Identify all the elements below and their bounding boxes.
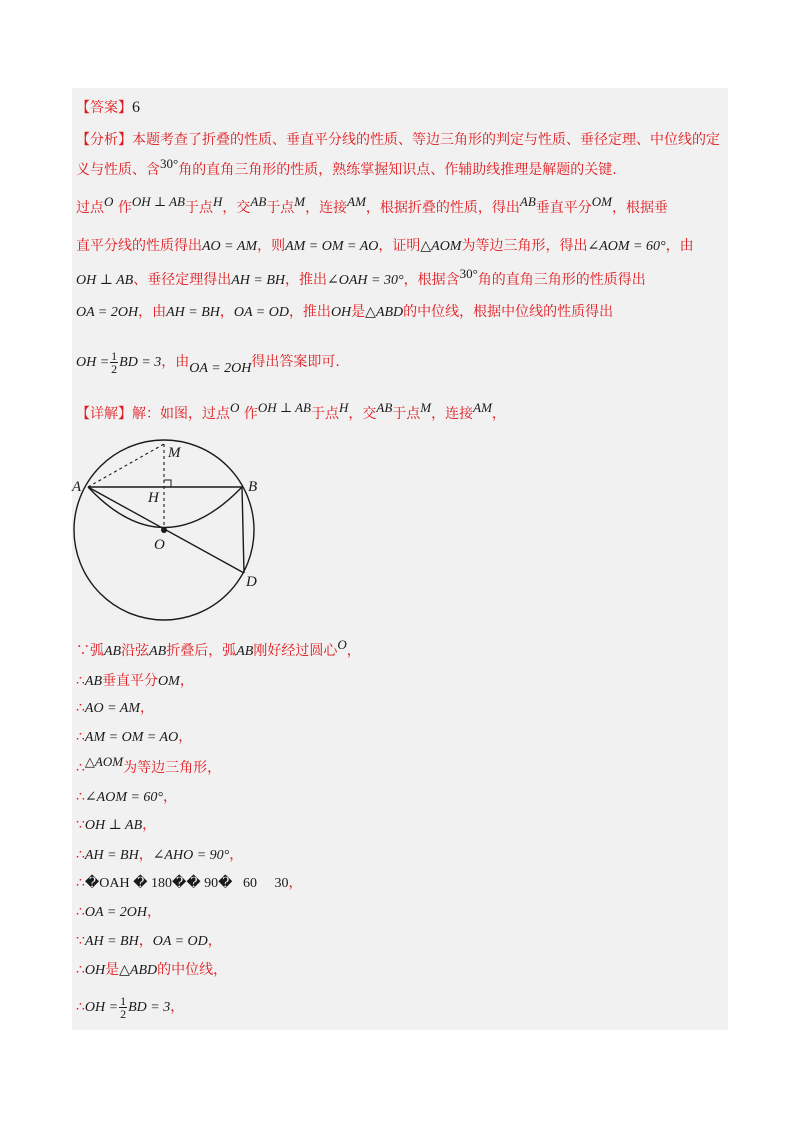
detail-text: 作 bbox=[243, 406, 258, 422]
math-expr: AH = BH bbox=[231, 273, 286, 288]
math-expr: OM bbox=[158, 674, 180, 689]
label-a: A bbox=[72, 479, 82, 495]
detail-text: 于点 bbox=[392, 406, 421, 422]
segment-bd bbox=[242, 487, 244, 573]
center-point bbox=[161, 527, 167, 533]
step-text: ， bbox=[346, 643, 361, 659]
label-h: H bbox=[148, 490, 159, 506]
math-expr: H bbox=[213, 194, 223, 209]
segment-am bbox=[88, 444, 164, 487]
therefore-symbol: ∴ bbox=[76, 999, 85, 1015]
therefore-symbol: ∴ bbox=[76, 673, 85, 689]
math-expr: BD = 3 bbox=[128, 1000, 171, 1015]
therefore-symbol: ∴ bbox=[76, 760, 85, 776]
step-3 bbox=[76, 698, 154, 719]
math-expr: ∠OAH = 30° bbox=[327, 273, 404, 288]
folded-arc bbox=[88, 487, 242, 528]
because-symbol: ∵ bbox=[76, 933, 85, 949]
math-expr: AH = BH bbox=[166, 305, 220, 320]
analysis-line-7 bbox=[76, 348, 340, 377]
math-expr: ∠AOM = 60° bbox=[84, 790, 164, 805]
math-expr: OH = bbox=[76, 355, 110, 370]
analysis-text: ，推出 bbox=[285, 272, 328, 288]
math-expr: △AOM bbox=[84, 754, 124, 769]
detail-intro bbox=[76, 400, 506, 424]
step-text: ， bbox=[147, 904, 161, 920]
step-text: ， bbox=[207, 933, 222, 949]
analysis-text: ，则 bbox=[257, 238, 286, 254]
analysis-text: 的中位线，根据中位线的性质得出 bbox=[403, 304, 614, 320]
math-expr: 30° bbox=[160, 156, 179, 171]
analysis-line-6 bbox=[76, 302, 613, 323]
analysis-text: 于点 bbox=[185, 200, 213, 216]
step-text: 是 bbox=[105, 962, 120, 978]
analysis-label: 【分析】 bbox=[76, 132, 132, 148]
analysis-text: ，推出 bbox=[288, 304, 331, 320]
analysis-text: ，根据折叠的性质，得出 bbox=[365, 200, 520, 216]
math-expr: AM bbox=[347, 194, 366, 209]
math-expr: AB bbox=[250, 194, 267, 209]
math-expr: O bbox=[337, 637, 347, 652]
step-text: ， bbox=[178, 729, 193, 745]
analysis-text: ，根据含 bbox=[403, 272, 460, 288]
label-d: D bbox=[246, 574, 257, 590]
label-b: B bbox=[248, 479, 258, 495]
analysis-text: ，交 bbox=[222, 200, 251, 216]
analysis-line-4 bbox=[76, 236, 694, 257]
analysis-text: 、垂径定理得出 bbox=[133, 272, 232, 288]
math-expr: OM bbox=[591, 194, 613, 209]
analysis-text: 过点 bbox=[76, 200, 104, 216]
step-text: ， bbox=[179, 673, 194, 689]
analysis-text: ，由 bbox=[665, 238, 694, 254]
math-expr: AM = OM = AO bbox=[84, 730, 179, 745]
analysis-text: 为等边三角形，得出 bbox=[461, 238, 588, 254]
step-text: ， bbox=[142, 817, 157, 833]
fraction bbox=[119, 995, 127, 1020]
step-5 bbox=[76, 754, 222, 778]
step-2 bbox=[76, 671, 194, 692]
step-text: ， bbox=[140, 700, 154, 716]
math-expr: BD = 3 bbox=[119, 355, 162, 370]
therefore-symbol: ∴ bbox=[76, 962, 85, 978]
detail-text: ， bbox=[491, 406, 506, 422]
therefore-symbol: ∴ bbox=[76, 904, 85, 920]
math-expr: AO = AM bbox=[84, 701, 140, 716]
detail-text: ，交 bbox=[348, 406, 377, 422]
analysis-text: ，由 bbox=[138, 304, 167, 320]
math-expr: △AOM bbox=[420, 239, 462, 254]
step-12 bbox=[76, 960, 227, 981]
math-expr: O bbox=[104, 194, 114, 209]
step-6 bbox=[76, 787, 177, 808]
math-expr: ∠AHO = 90° bbox=[152, 848, 230, 863]
math-expr: OH ⊥ AB bbox=[131, 194, 185, 209]
math-expr: 30° bbox=[459, 266, 478, 281]
analysis-text: 角的直角三角形的性质，熟练掌握知识点、作辅助线推理是解题的关键. bbox=[178, 162, 617, 178]
step-text: ， bbox=[138, 847, 153, 863]
math-expr: AH = BH bbox=[84, 848, 139, 863]
analysis-text: 义与性质、含 bbox=[76, 162, 160, 178]
right-angle-mark bbox=[164, 480, 171, 487]
fraction-numerator: 1 bbox=[111, 348, 118, 363]
fraction-denominator: 2 bbox=[111, 361, 118, 376]
math-expr: OH bbox=[330, 305, 352, 320]
fraction-numerator: 1 bbox=[120, 993, 127, 1008]
analysis-line-2 bbox=[76, 156, 617, 180]
fraction bbox=[110, 350, 118, 375]
math-expr: OH ⊥ AB bbox=[84, 818, 143, 833]
step-text: 折叠后，弧 bbox=[166, 643, 237, 659]
step-text: 沿弦 bbox=[121, 643, 150, 659]
analysis-text: ， bbox=[219, 304, 234, 320]
math-expr: H bbox=[339, 400, 349, 415]
analysis-text: 直平分线的性质得出 bbox=[76, 238, 202, 254]
step-text: ， bbox=[170, 999, 185, 1015]
step-text: ， bbox=[229, 847, 244, 863]
math-expr: ∠AOM = 60° bbox=[587, 239, 666, 254]
analysis-text: 得出答案即可. bbox=[251, 354, 340, 370]
step-text: ， bbox=[138, 933, 153, 949]
answer-line bbox=[76, 98, 140, 118]
math-expr: OH ⊥ AB bbox=[76, 273, 134, 288]
math-expr: AB bbox=[236, 644, 254, 659]
fraction-denominator: 2 bbox=[120, 1006, 127, 1021]
analysis-text: 是 bbox=[351, 304, 366, 320]
step-9 bbox=[76, 873, 303, 894]
analysis-line-5 bbox=[76, 266, 646, 291]
analysis-text: 垂直平分 bbox=[535, 200, 592, 216]
step-text: ， bbox=[163, 789, 178, 805]
label-m: M bbox=[168, 445, 181, 461]
detail-text: 于点 bbox=[311, 406, 339, 422]
step-13 bbox=[76, 992, 184, 1023]
analysis-line-3 bbox=[76, 194, 669, 218]
detail-text: ，连接 bbox=[431, 406, 474, 422]
math-expr: OA = 2OH bbox=[84, 905, 147, 920]
analysis-line-1 bbox=[76, 130, 720, 150]
step-10 bbox=[76, 902, 161, 923]
detail-label: 【详解】 bbox=[76, 406, 132, 422]
math-expr: O bbox=[230, 400, 240, 415]
analysis-text: 作 bbox=[117, 200, 132, 216]
math-expr: AB bbox=[84, 674, 103, 689]
math-expr: OA = OD bbox=[152, 934, 208, 949]
therefore-symbol: ∴ bbox=[76, 729, 85, 745]
analysis-text: ，由 bbox=[161, 354, 190, 370]
step-text: 刚好经过圆心 bbox=[253, 643, 338, 659]
therefore-symbol: ∴ bbox=[76, 789, 85, 805]
step-8 bbox=[76, 845, 243, 866]
math-expr-garbled: �OAH � 180�� 90� 60 30 bbox=[84, 876, 289, 891]
step-text: ， bbox=[288, 875, 303, 891]
step-11 bbox=[76, 931, 222, 952]
math-expr: OA = 2OH bbox=[189, 361, 252, 376]
analysis-text: 角的直角三角形的性质得出 bbox=[477, 272, 646, 288]
math-expr: AB bbox=[149, 644, 167, 659]
analysis-text: ，证明 bbox=[378, 238, 421, 254]
step-text: 垂直平分 bbox=[102, 673, 159, 689]
math-expr: OH ⊥ AB bbox=[257, 400, 311, 415]
math-expr: AH = BH bbox=[84, 934, 139, 949]
analysis-text: ，根据垂 bbox=[612, 200, 669, 216]
math-expr: OA = 2OH bbox=[76, 305, 139, 320]
math-expr: △ABD bbox=[365, 305, 404, 320]
math-expr: OA = OD bbox=[233, 305, 289, 320]
math-expr: AB bbox=[104, 644, 122, 659]
answer-value: 6 bbox=[132, 99, 140, 116]
therefore-symbol: ∴ bbox=[76, 700, 85, 716]
math-expr: AB bbox=[519, 194, 536, 209]
math-expr: M bbox=[420, 400, 432, 415]
step-text: 弧 bbox=[90, 643, 104, 659]
answer-label: 【答案】 bbox=[76, 100, 132, 116]
math-expr: AM = OM = AO bbox=[285, 239, 379, 254]
analysis-text: 本题考查了折叠的性质、垂直平分线的性质、等边三角形的判定与性质、垂径定理、中位线的定 bbox=[132, 132, 720, 148]
because-symbol: ∵ bbox=[76, 643, 90, 659]
step-text: 为等边三角形， bbox=[123, 760, 222, 776]
therefore-symbol: ∴ bbox=[76, 875, 85, 891]
geometry-figure bbox=[60, 430, 280, 630]
detail-text: 解：如图，过点 bbox=[132, 406, 230, 422]
math-expr: M bbox=[294, 194, 306, 209]
step-text: 的中位线， bbox=[157, 962, 228, 978]
therefore-symbol: ∴ bbox=[76, 847, 85, 863]
because-symbol: ∵ bbox=[76, 817, 85, 833]
math-expr: AO = AM bbox=[202, 239, 258, 254]
math-expr: AB bbox=[376, 400, 393, 415]
step-4 bbox=[76, 727, 192, 748]
step-1 bbox=[76, 637, 361, 662]
label-o: O bbox=[154, 537, 165, 553]
math-expr: AM bbox=[473, 400, 492, 415]
math-expr: OH bbox=[84, 963, 106, 978]
math-expr: OH = bbox=[84, 1000, 119, 1015]
analysis-text: 于点 bbox=[266, 200, 295, 216]
step-7 bbox=[76, 815, 156, 836]
analysis-text: ，连接 bbox=[305, 200, 348, 216]
math-expr: △ABD bbox=[119, 963, 158, 978]
